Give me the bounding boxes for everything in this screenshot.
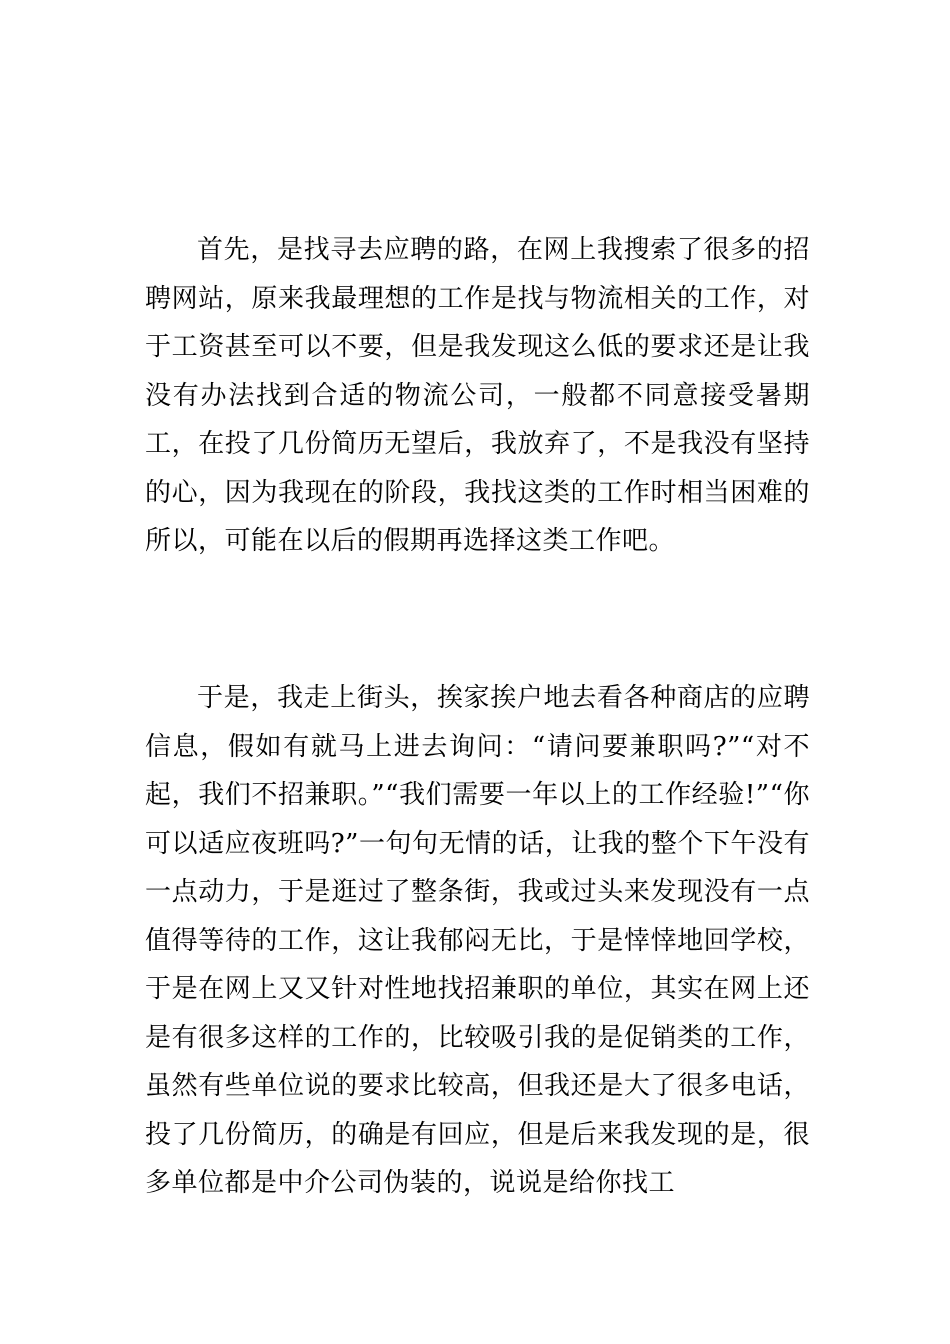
paragraph-street-search: 于是，我走上街头，挨家挨户地去看各种商店的应聘信息，假如有就马上进去询问：“请问要兼职吗?”“对不起，我们不招兼职。”“我们需要一年以上的工作经验!”“你可以适应夜班吗?”一句句无情的话，让我的整个下午没有一点动力，于是逛过了整条街，我或过头来发现没有一点值得等待的工作，这让我郁闷无比，于是悻悻地回学校，于是在网上又又针对性地找招兼职的单位，其实在网上还是有很多这样的工作的，比较吸引我的是促销类的工作，虽然有些单位说的要求比较高，但我还是大了很多电话，投了几份简历，的确是有回应，但是后来我发现的是，很多单位都是中介公司伪装的，说说是给你找工 — [145, 683, 810, 1198]
paragraph-job-search-online: 首先，是找寻去应聘的路，在网上我搜索了很多的招聘网站，原来我最理想的工作是找与物流相关的工作，对于工资甚至可以不要，但是我发现这么低的要求还是让我没有办法找到合适的物流公司，一般都不同意接受暑期工，在投了几份简历无望后，我放弃了，不是我没有坚持的心，因为我现在的阶段，我找这类的工作时相当困难的所以，可能在以后的假期再选择这类工作吧。 — [145, 235, 810, 556]
